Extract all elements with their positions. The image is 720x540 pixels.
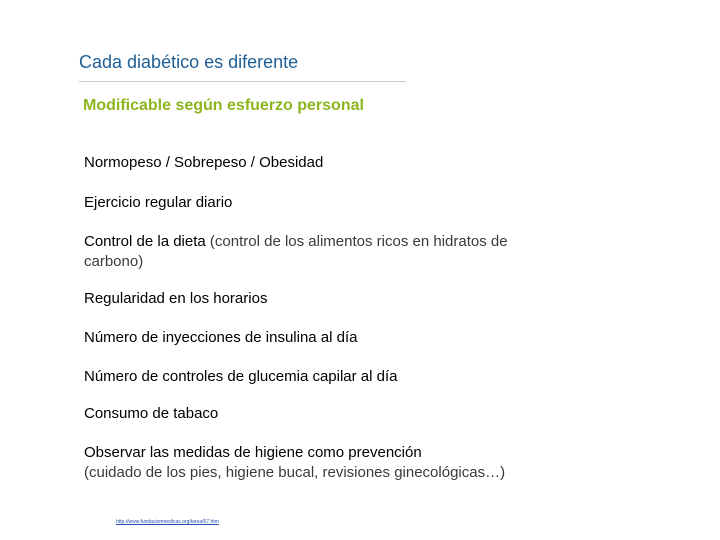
title-divider [79, 81, 406, 82]
item-text: Consumo de tabaco [84, 405, 219, 422]
list-item-diet [84, 232, 564, 272]
item-detail: (cuidado de los pies, higiene bucal, revisiones ginecológicas…) [84, 464, 506, 481]
item-text: Observar las medidas de higiene como prevención [84, 444, 422, 461]
slide-title: Cada diabético es diferente [79, 52, 299, 72]
list-item-glucose [84, 367, 564, 387]
item-text: Número de inyecciones de insulina al día [84, 329, 358, 346]
list-item-insulin [84, 328, 564, 348]
item-text: Número de controles de glucemia capilar al día [84, 368, 398, 385]
item-text: Regularidad en los horarios [84, 290, 268, 307]
list-item-weight [84, 153, 564, 173]
list-item-hygiene [84, 443, 564, 483]
list-item-exercise [84, 193, 564, 213]
list-item-schedule [84, 289, 564, 309]
item-detail: (control de los alimentos ricos en hidratos de carbono) [84, 233, 508, 270]
list-item-tobacco [84, 404, 564, 424]
slide-subtitle: Modificable según esfuerzo personal [83, 97, 364, 114]
item-text: Control de la dieta [84, 233, 206, 250]
source-link[interactable]: http://www.fundacionmedicas.org/tarea/67.htm [116, 519, 219, 525]
item-text: Ejercicio regular diario [84, 194, 233, 211]
item-text: Normopeso / Sobrepeso / Obesidad [84, 154, 324, 171]
